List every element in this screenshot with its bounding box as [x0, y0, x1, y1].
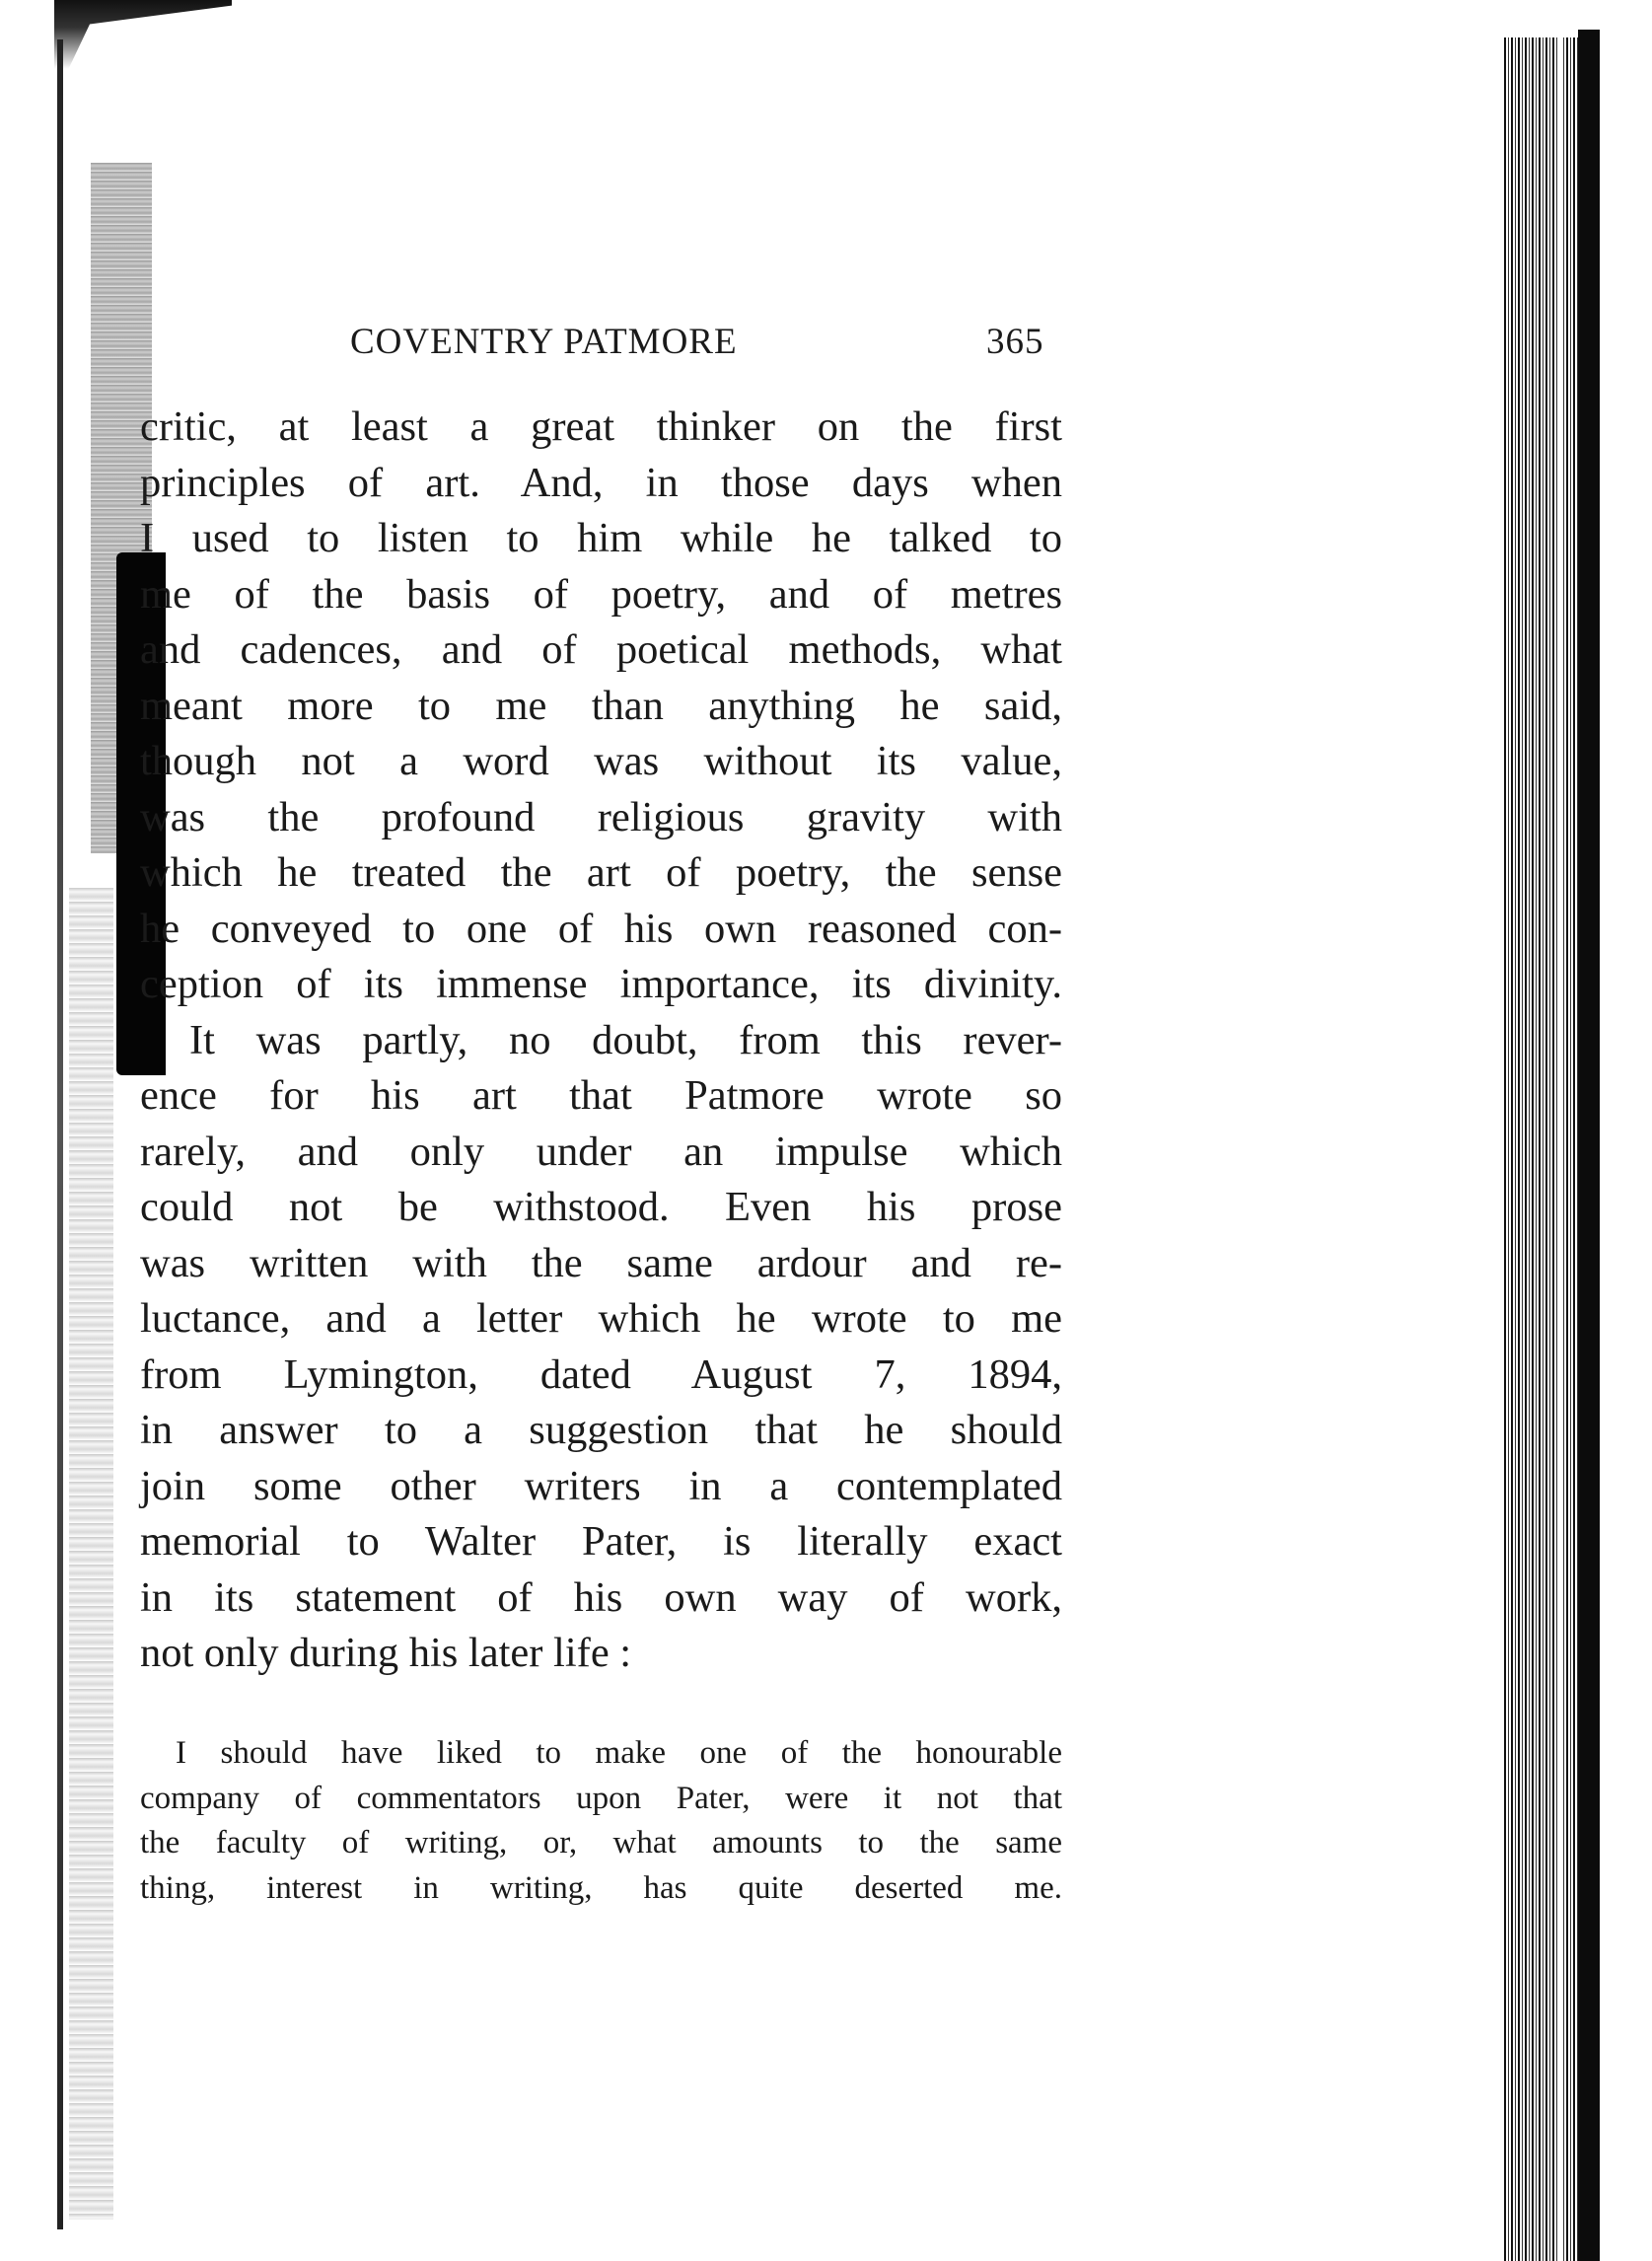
text-line: which he treated the art of poetry, the sense: [140, 849, 1062, 896]
quote-line: thing, interest in writing, has quite deserted me.: [140, 1869, 1062, 1906]
text-line: It was partly, no doubt, from this rever-: [189, 1016, 1062, 1063]
paragraph-1: [140, 400, 1062, 1013]
text-line: and cadences, and of poetical methods, what: [140, 626, 1062, 673]
text-line: join some other writers in a contemplated: [140, 1462, 1062, 1509]
text-line: in answer to a suggestion that he should: [140, 1407, 1062, 1453]
page-number: 365: [986, 322, 1044, 362]
scan-shadow-top: [54, 0, 232, 69]
text-line: luctance, and a letter which he wrote to me: [140, 1295, 1062, 1342]
quote-line: the faculty of writing, or, what amounts to the same: [140, 1825, 1062, 1860]
scan-page-edge-dark: [1578, 30, 1600, 2261]
paragraph-2: [140, 1013, 1062, 1682]
quote-line: I should have liked to make one of the honourable: [176, 1735, 1062, 1771]
block-quotation: [140, 1731, 1062, 1911]
text-line: was written with the same ardour and re-: [140, 1239, 1062, 1286]
text-line: in its statement of his own way of work,: [140, 1573, 1062, 1621]
text-line: ence for his art that Patmore wrote so: [140, 1072, 1062, 1119]
text-line: though not a word was without its value,: [140, 738, 1062, 784]
scan-page-edge-gap: [1558, 37, 1562, 2261]
text-line: he conveyed to one of his own reasoned con-: [140, 905, 1062, 952]
body-text: [140, 400, 1062, 1682]
text-line: meant more to me than anything he said,: [140, 682, 1062, 729]
running-title: COVENTRY PATMORE: [350, 322, 738, 362]
text-line: rarely, and only under an impulse which: [140, 1128, 1062, 1175]
scan-page-edge-stripes: [1504, 37, 1578, 2261]
quote-line: company of commentators upon Pater, were it not that: [140, 1780, 1062, 1816]
scan-gutter-edge: [57, 39, 63, 2229]
text-line: could not be withstood. Even his prose: [140, 1184, 1062, 1230]
text-line: principles of art. And, in those days when: [140, 459, 1062, 506]
text-line: critic, at least a great thinker on the first: [140, 403, 1062, 450]
text-line: memorial to Walter Pater, is literally exact: [140, 1518, 1062, 1565]
text-line: not only during his later life :: [140, 1630, 632, 1676]
text-line: from Lymington, dated August 7, 1894,: [140, 1350, 1062, 1398]
text-line: I used to listen to him while he talked to: [140, 515, 1062, 561]
text-line: was the profound religious gravity with: [140, 793, 1062, 840]
scan-gutter-speckles: [69, 888, 113, 2220]
text-line: me of the basis of poetry, and of metres: [140, 570, 1062, 618]
text-line: ception of its immense importance, its divinity.: [140, 961, 1062, 1007]
